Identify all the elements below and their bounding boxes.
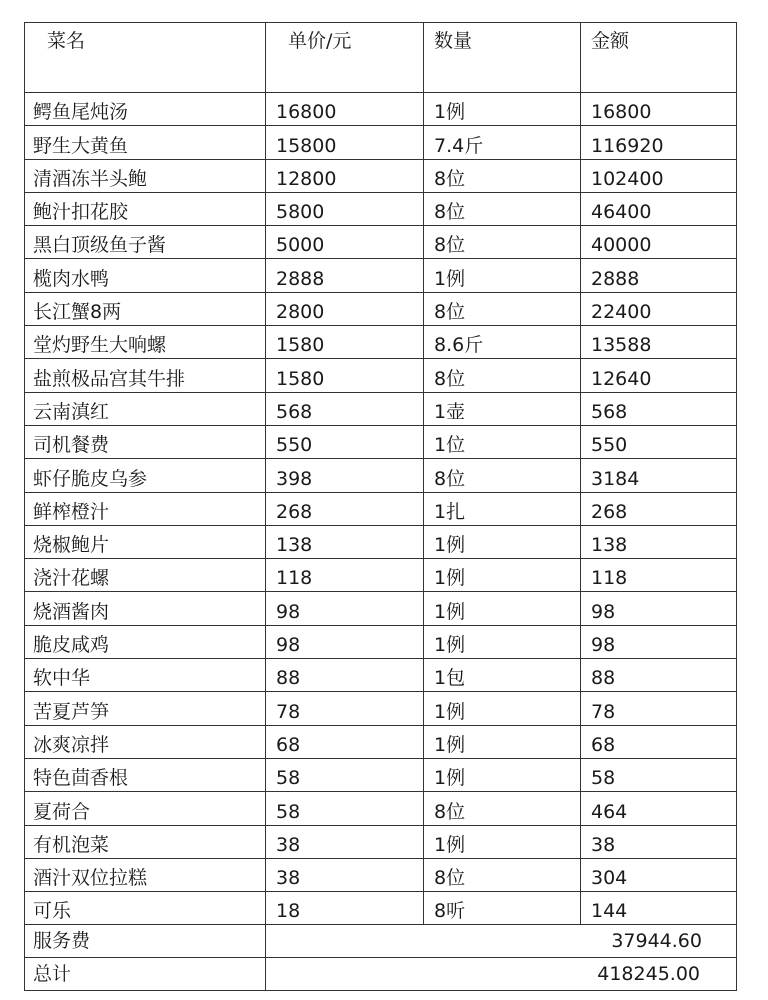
amount-cell: 304 bbox=[581, 858, 737, 891]
bill-table bbox=[24, 22, 737, 991]
unit-price-cell: 12800 bbox=[266, 159, 424, 192]
unit-price-cell: 1580 bbox=[266, 326, 424, 359]
quantity-cell: 8位 bbox=[424, 292, 581, 325]
table-row bbox=[25, 892, 737, 925]
dish-name-cell: 酒汁双位拉糕 bbox=[25, 858, 266, 891]
amount-cell: 88 bbox=[581, 659, 737, 692]
amount-cell: 46400 bbox=[581, 192, 737, 225]
amount-cell: 68 bbox=[581, 725, 737, 758]
dish-name-cell: 鲜榨橙汁 bbox=[25, 492, 266, 525]
amount-cell: 144 bbox=[581, 892, 737, 925]
dish-name-cell: 清酒冻半头鲍 bbox=[25, 159, 266, 192]
unit-price-cell: 58 bbox=[266, 758, 424, 791]
table-row bbox=[25, 792, 737, 825]
table-row bbox=[25, 392, 737, 425]
table-row bbox=[25, 226, 737, 259]
table-row bbox=[25, 93, 737, 126]
unit-price-cell: 268 bbox=[266, 492, 424, 525]
dish-name-cell: 堂灼野生大响螺 bbox=[25, 326, 266, 359]
unit-price-cell: 5800 bbox=[266, 192, 424, 225]
dish-name-cell: 特色茴香根 bbox=[25, 758, 266, 791]
dish-name-cell: 黑白顶级鱼子酱 bbox=[25, 226, 266, 259]
dish-name-cell: 冰爽凉拌 bbox=[25, 725, 266, 758]
quantity-cell: 1位 bbox=[424, 425, 581, 458]
unit-price-cell: 98 bbox=[266, 592, 424, 625]
quantity-cell: 1例 bbox=[424, 259, 581, 292]
table-row bbox=[25, 758, 737, 791]
quantity-cell: 8位 bbox=[424, 226, 581, 259]
dish-name-cell: 有机泡菜 bbox=[25, 825, 266, 858]
unit-price-cell: 18 bbox=[266, 892, 424, 925]
table-row bbox=[25, 425, 737, 458]
dish-name-cell: 榄肉水鸭 bbox=[25, 259, 266, 292]
dish-name-cell: 盐煎极品宫其牛排 bbox=[25, 359, 266, 392]
table-row bbox=[25, 559, 737, 592]
dish-name-cell: 可乐 bbox=[25, 892, 266, 925]
table-row bbox=[25, 126, 737, 159]
amount-cell: 464 bbox=[581, 792, 737, 825]
header-amount: 金额 bbox=[581, 23, 737, 93]
dish-name-cell: 苦夏芦笋 bbox=[25, 692, 266, 725]
dish-name-cell: 烧酒酱肉 bbox=[25, 592, 266, 625]
quantity-cell: 1例 bbox=[424, 559, 581, 592]
amount-cell: 78 bbox=[581, 692, 737, 725]
amount-cell: 13588 bbox=[581, 326, 737, 359]
amount-cell: 3184 bbox=[581, 459, 737, 492]
amount-cell: 2888 bbox=[581, 259, 737, 292]
table-header-row bbox=[25, 23, 737, 93]
amount-cell: 16800 bbox=[581, 93, 737, 126]
quantity-cell: 8位 bbox=[424, 192, 581, 225]
dish-name-cell: 云南滇红 bbox=[25, 392, 266, 425]
amount-cell: 268 bbox=[581, 492, 737, 525]
amount-cell: 568 bbox=[581, 392, 737, 425]
table-row bbox=[25, 259, 737, 292]
dish-name-cell: 烧椒鲍片 bbox=[25, 525, 266, 558]
table-row bbox=[25, 692, 737, 725]
quantity-cell: 8位 bbox=[424, 792, 581, 825]
table-row bbox=[25, 525, 737, 558]
dish-name-cell: 野生大黄鱼 bbox=[25, 126, 266, 159]
service-fee-value: 37944.60 bbox=[266, 925, 737, 958]
amount-cell: 550 bbox=[581, 425, 737, 458]
quantity-cell: 1例 bbox=[424, 725, 581, 758]
table-row bbox=[25, 725, 737, 758]
quantity-cell: 1包 bbox=[424, 659, 581, 692]
quantity-cell: 8位 bbox=[424, 359, 581, 392]
service-fee-label: 服务费 bbox=[25, 925, 266, 958]
unit-price-cell: 2800 bbox=[266, 292, 424, 325]
unit-price-cell: 38 bbox=[266, 858, 424, 891]
table-row bbox=[25, 492, 737, 525]
unit-price-cell: 118 bbox=[266, 559, 424, 592]
amount-cell: 98 bbox=[581, 625, 737, 658]
unit-price-cell: 550 bbox=[266, 425, 424, 458]
dish-name-cell: 长江蟹8两 bbox=[25, 292, 266, 325]
dish-name-cell: 鲍汁扣花胶 bbox=[25, 192, 266, 225]
amount-cell: 40000 bbox=[581, 226, 737, 259]
table-row bbox=[25, 292, 737, 325]
header-quantity: 数量 bbox=[424, 23, 581, 93]
quantity-cell: 1例 bbox=[424, 525, 581, 558]
quantity-cell: 1扎 bbox=[424, 492, 581, 525]
unit-price-cell: 1580 bbox=[266, 359, 424, 392]
unit-price-cell: 5000 bbox=[266, 226, 424, 259]
quantity-cell: 1例 bbox=[424, 758, 581, 791]
amount-cell: 12640 bbox=[581, 359, 737, 392]
table-body bbox=[25, 93, 737, 925]
dish-name-cell: 夏荷合 bbox=[25, 792, 266, 825]
amount-cell: 116920 bbox=[581, 126, 737, 159]
total-label: 总计 bbox=[25, 958, 266, 991]
quantity-cell: 8听 bbox=[424, 892, 581, 925]
service-fee-row bbox=[25, 925, 737, 958]
amount-cell: 138 bbox=[581, 525, 737, 558]
total-row bbox=[25, 958, 737, 991]
amount-cell: 102400 bbox=[581, 159, 737, 192]
table-row bbox=[25, 659, 737, 692]
table-row bbox=[25, 625, 737, 658]
quantity-cell: 1例 bbox=[424, 93, 581, 126]
table-row bbox=[25, 192, 737, 225]
quantity-cell: 8位 bbox=[424, 858, 581, 891]
header-dish-name: 菜名 bbox=[25, 23, 266, 93]
amount-cell: 22400 bbox=[581, 292, 737, 325]
unit-price-cell: 98 bbox=[266, 625, 424, 658]
table-row bbox=[25, 159, 737, 192]
table-row bbox=[25, 858, 737, 891]
total-value: 418245.00 bbox=[266, 958, 737, 991]
table-row bbox=[25, 459, 737, 492]
amount-cell: 98 bbox=[581, 592, 737, 625]
dish-name-cell: 虾仔脆皮乌参 bbox=[25, 459, 266, 492]
unit-price-cell: 16800 bbox=[266, 93, 424, 126]
unit-price-cell: 88 bbox=[266, 659, 424, 692]
dish-name-cell: 软中华 bbox=[25, 659, 266, 692]
quantity-cell: 1壶 bbox=[424, 392, 581, 425]
table-row bbox=[25, 359, 737, 392]
unit-price-cell: 78 bbox=[266, 692, 424, 725]
amount-cell: 38 bbox=[581, 825, 737, 858]
dish-name-cell: 浇汁花螺 bbox=[25, 559, 266, 592]
header-unit-price: 单价/元 bbox=[266, 23, 424, 93]
quantity-cell: 1例 bbox=[424, 825, 581, 858]
dish-name-cell: 脆皮咸鸡 bbox=[25, 625, 266, 658]
table-row bbox=[25, 326, 737, 359]
unit-price-cell: 2888 bbox=[266, 259, 424, 292]
amount-cell: 58 bbox=[581, 758, 737, 791]
dish-name-cell: 鳄鱼尾炖汤 bbox=[25, 93, 266, 126]
unit-price-cell: 15800 bbox=[266, 126, 424, 159]
unit-price-cell: 58 bbox=[266, 792, 424, 825]
quantity-cell: 1例 bbox=[424, 625, 581, 658]
unit-price-cell: 568 bbox=[266, 392, 424, 425]
quantity-cell: 7.4斤 bbox=[424, 126, 581, 159]
amount-cell: 118 bbox=[581, 559, 737, 592]
quantity-cell: 8位 bbox=[424, 159, 581, 192]
unit-price-cell: 398 bbox=[266, 459, 424, 492]
quantity-cell: 1例 bbox=[424, 692, 581, 725]
dish-name-cell: 司机餐费 bbox=[25, 425, 266, 458]
unit-price-cell: 68 bbox=[266, 725, 424, 758]
quantity-cell: 8.6斤 bbox=[424, 326, 581, 359]
quantity-cell: 8位 bbox=[424, 459, 581, 492]
table-row bbox=[25, 825, 737, 858]
unit-price-cell: 38 bbox=[266, 825, 424, 858]
table-row bbox=[25, 592, 737, 625]
unit-price-cell: 138 bbox=[266, 525, 424, 558]
quantity-cell: 1例 bbox=[424, 592, 581, 625]
